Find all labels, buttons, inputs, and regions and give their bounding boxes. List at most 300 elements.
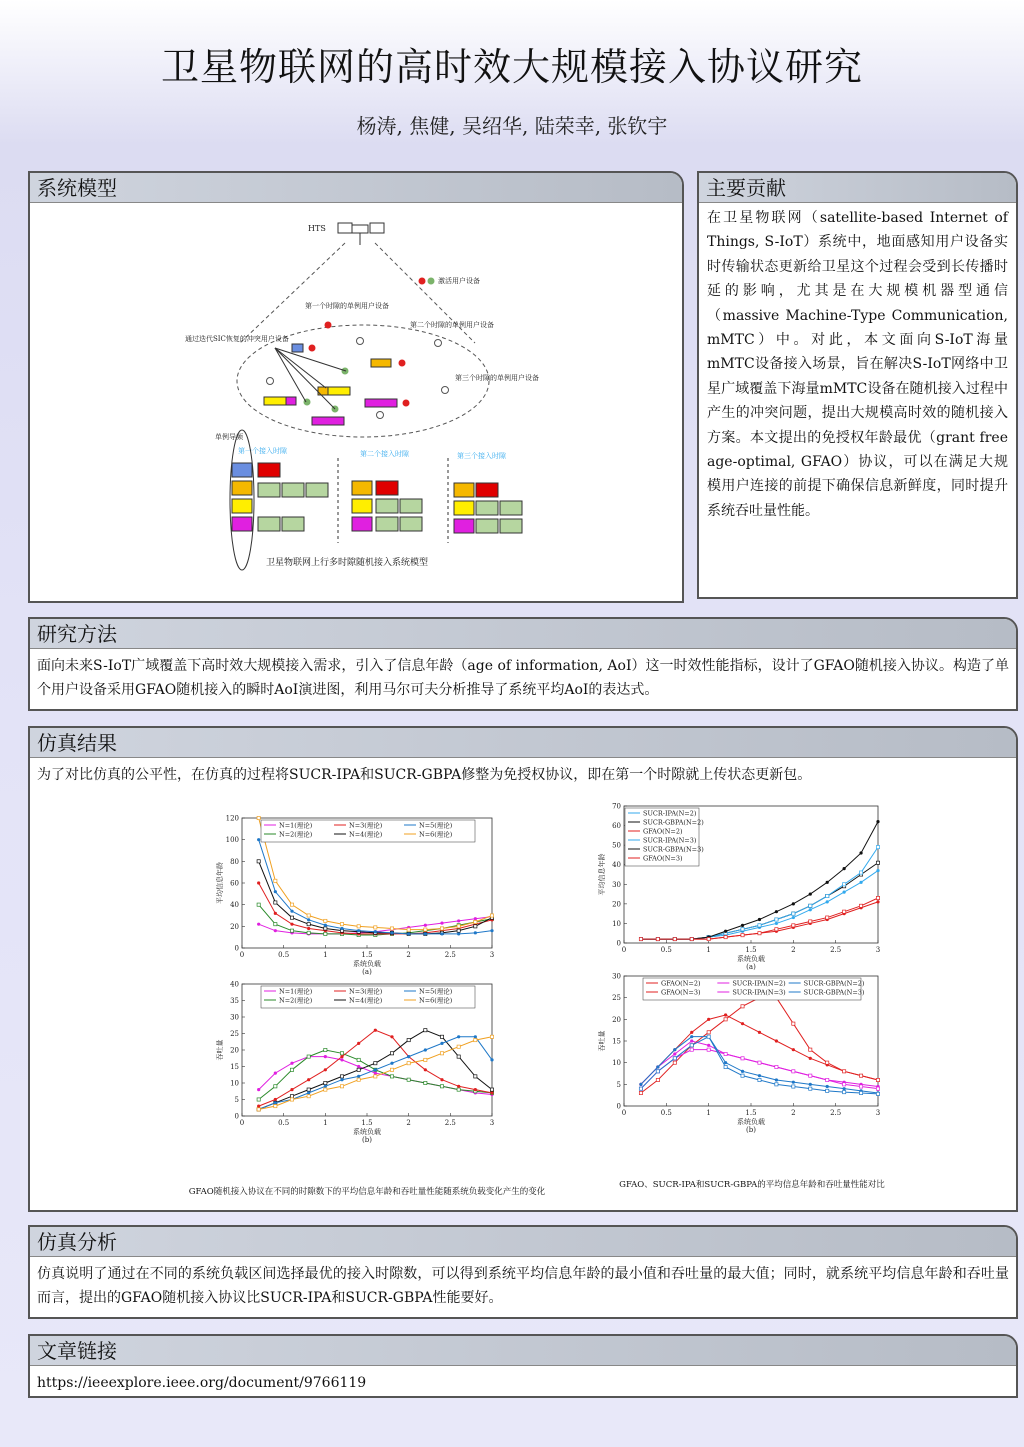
chart2-point bbox=[407, 1039, 410, 1042]
chart3-xtick-label: 0 bbox=[621, 946, 627, 954]
chart1-point bbox=[274, 929, 277, 932]
chart1-point bbox=[274, 901, 277, 904]
chart3-legend-label: SUCR-IPA(N=3) bbox=[643, 836, 697, 845]
chart2-xtick-label: 1 bbox=[323, 1119, 328, 1127]
chart3-point bbox=[843, 891, 846, 894]
chart2-point bbox=[307, 1088, 310, 1091]
chart1-point bbox=[440, 932, 443, 935]
chart2-point bbox=[440, 1035, 443, 1038]
chart1-point bbox=[307, 918, 310, 921]
chart4-point bbox=[876, 1078, 879, 1081]
satellite-icon bbox=[338, 223, 384, 245]
chart3-point bbox=[707, 937, 710, 940]
chart3-point bbox=[724, 936, 727, 939]
chart4-point bbox=[639, 1087, 642, 1090]
chart3-point bbox=[859, 871, 862, 874]
chart4-ytick-label: 10 bbox=[612, 1059, 621, 1068]
chart3-point bbox=[656, 937, 659, 940]
chart2-point bbox=[440, 1085, 443, 1088]
chart2-point bbox=[357, 1068, 360, 1071]
link-panel bbox=[28, 1334, 1018, 1398]
chart2-point bbox=[457, 1055, 460, 1058]
chart2-xtick-label: 2.5 bbox=[444, 1119, 456, 1127]
chart2-legend-label: N=4(理论) bbox=[349, 996, 383, 1005]
chart3-point bbox=[724, 930, 727, 933]
chart2-point bbox=[290, 1088, 293, 1091]
chart1-point bbox=[490, 914, 493, 917]
chart2-point bbox=[340, 1078, 343, 1081]
chart4-point bbox=[656, 1065, 659, 1068]
chart3-point bbox=[758, 932, 761, 935]
chart3-ytick-label: 40 bbox=[612, 861, 621, 870]
chart2-ytick-label: 15 bbox=[230, 1063, 239, 1071]
chart3-point bbox=[690, 937, 693, 940]
chart4-point bbox=[843, 1070, 846, 1073]
chart3-xtick-label: 1.5 bbox=[745, 946, 757, 954]
chart2-point bbox=[340, 1055, 343, 1058]
chart4-legend-label: SUCR-IPA(N=2) bbox=[732, 979, 786, 988]
chart4-ytick-label: 30 bbox=[612, 972, 621, 981]
chart3-ytick-label: 20 bbox=[612, 900, 621, 909]
chart4-legend-label: GFAO(N=3) bbox=[661, 988, 701, 997]
chart4-ytick-label: 5 bbox=[616, 1080, 621, 1089]
chart2-point bbox=[357, 1042, 360, 1045]
chart4-point bbox=[656, 1078, 659, 1081]
chart4-point bbox=[859, 1074, 862, 1077]
chart3-point bbox=[792, 924, 795, 927]
chart4-point bbox=[809, 1083, 812, 1086]
chart1-point bbox=[290, 923, 293, 926]
results-heading: 仿真结果 bbox=[30, 728, 1016, 758]
chart3-point bbox=[775, 922, 778, 925]
analysis-panel bbox=[28, 1225, 1018, 1319]
chart3-xtick-label: 0.5 bbox=[660, 946, 672, 954]
chart1-ytick-label: 40 bbox=[230, 901, 239, 910]
chart4-point bbox=[741, 1022, 744, 1025]
chart4-ytick-label: 20 bbox=[612, 1015, 621, 1024]
chart3-point bbox=[859, 904, 862, 907]
chart3-xtick-label: 2.5 bbox=[830, 946, 842, 954]
chart3-point bbox=[775, 928, 778, 931]
chart1-point bbox=[440, 927, 443, 930]
chart1-point bbox=[357, 925, 360, 928]
chart1-point bbox=[324, 932, 327, 935]
chart2-ytick-label: 40 bbox=[230, 980, 239, 989]
chart1-point bbox=[324, 927, 327, 930]
chart1-point bbox=[424, 932, 427, 935]
chart4-point bbox=[724, 1065, 727, 1068]
chart3-ytick-label: 0 bbox=[616, 939, 621, 948]
chart2-xtick-label: 2 bbox=[406, 1119, 411, 1127]
chart1-point bbox=[457, 925, 460, 928]
chart2-xtick-label: 1.5 bbox=[361, 1119, 373, 1127]
chart4-point bbox=[792, 1070, 795, 1073]
contribution-panel bbox=[697, 171, 1018, 599]
chart4-xtick-label: 1 bbox=[706, 1109, 711, 1117]
chart3-point bbox=[809, 908, 812, 911]
analysis-text: 仿真说明了通过在不同的系统负载区间选择最优的接入时隙数，可以得到系统平均信息年龄的最小值和吞吐量的最大值；同时，就系统平均信息年龄和吞吐量而言，提出的GFAO随机接入协议比SUCR-IPA和SUCR-GBPA性能要好。 bbox=[37, 1266, 1009, 1306]
chart1-ytick-label: 60 bbox=[230, 879, 239, 888]
chart1-ytick-label: 0 bbox=[234, 944, 239, 953]
chart1-xtick-label: 3 bbox=[489, 951, 495, 959]
chart4-ytick-label: 15 bbox=[612, 1037, 621, 1046]
chart2-xlabel: 系统负载 bbox=[353, 1128, 381, 1136]
chart1-point bbox=[290, 929, 293, 932]
chart3-point bbox=[792, 912, 795, 915]
chart4-legend-label: SUCR-IPA(N=3) bbox=[732, 988, 786, 997]
chart4-point bbox=[673, 1057, 676, 1060]
chart3-point bbox=[859, 851, 862, 854]
chart1-legend-label: N=2(理论) bbox=[279, 830, 313, 839]
chart4-point bbox=[792, 1022, 795, 1025]
chart2-point bbox=[257, 1105, 260, 1108]
chart1-point bbox=[307, 931, 310, 934]
chart4-point bbox=[690, 1031, 693, 1034]
chart1-subtitle: (a) bbox=[362, 968, 372, 976]
chart1-legend-label: N=1(理论) bbox=[279, 821, 313, 830]
chart1-point bbox=[374, 926, 377, 929]
chart3-ylabel: 平均信息年龄 bbox=[598, 853, 606, 896]
chart4-point bbox=[876, 1087, 879, 1090]
third-slot-single-label: 第三个时隙的单例用户设备 bbox=[455, 374, 539, 382]
chart2-point bbox=[324, 1088, 327, 1091]
chart2-ytick-label: 30 bbox=[230, 1013, 239, 1022]
chart4-point bbox=[826, 1078, 829, 1081]
chart2-point bbox=[374, 1072, 377, 1075]
chart1-point bbox=[274, 912, 277, 915]
chart2-point bbox=[257, 1108, 260, 1111]
chart4-point bbox=[809, 1048, 812, 1051]
chart3-point bbox=[826, 881, 829, 884]
chart2-point bbox=[257, 1098, 260, 1101]
chart3-legend-label: SUCR-GBPA(N=3) bbox=[643, 845, 704, 854]
chart2-point bbox=[490, 1058, 493, 1061]
chart3-ytick-label: 10 bbox=[612, 919, 621, 928]
chart1-point bbox=[340, 923, 343, 926]
chart4-point bbox=[843, 1083, 846, 1086]
chart4-point bbox=[859, 1091, 862, 1094]
chart2-point bbox=[390, 1075, 393, 1078]
chart2-point bbox=[290, 1068, 293, 1071]
chart3-point bbox=[826, 916, 829, 919]
chart3-point bbox=[843, 883, 846, 886]
right-figure-caption: GFAO、SUCR-IPA和SUCR-GBPA的平均信息年龄和吞吐量性能对比 bbox=[619, 1180, 885, 1190]
chart1-legend-label: N=5(理论) bbox=[419, 821, 453, 830]
chart3-point bbox=[741, 928, 744, 931]
chart1-point bbox=[407, 928, 410, 931]
chart2-point bbox=[290, 1095, 293, 1098]
chart2-subtitle: (b) bbox=[362, 1136, 372, 1144]
chart4-xlabel: 系统负载 bbox=[737, 1118, 765, 1126]
chart4-point bbox=[707, 1048, 710, 1051]
chart4-point bbox=[758, 1074, 761, 1077]
chart1-xtick-label: 1 bbox=[323, 951, 328, 959]
chart4-xtick-label: 3 bbox=[875, 1109, 881, 1117]
chart1-point bbox=[440, 921, 443, 924]
chart2-xtick-label: 0 bbox=[239, 1119, 245, 1127]
chart4-point bbox=[758, 1078, 761, 1081]
chart2-legend-label: N=2(理论) bbox=[279, 996, 313, 1005]
chart1-xtick-label: 1.5 bbox=[361, 951, 373, 959]
chart2-point bbox=[374, 1068, 377, 1071]
chart3-point bbox=[809, 892, 812, 895]
slot1-label: 第一个接入时隙 bbox=[238, 447, 287, 455]
chart2-point bbox=[324, 1055, 327, 1058]
chart3-point bbox=[876, 846, 879, 849]
chart2-point bbox=[457, 1035, 460, 1038]
chart1-point bbox=[290, 910, 293, 913]
chart4-point bbox=[707, 1044, 710, 1047]
chart4-point bbox=[826, 1089, 829, 1092]
chart1-point bbox=[324, 919, 327, 922]
chart3-subtitle: (a) bbox=[746, 963, 756, 971]
chart2-point bbox=[324, 1085, 327, 1088]
chart2-point bbox=[307, 1078, 310, 1081]
chart4-point bbox=[724, 1052, 727, 1055]
chart1-point bbox=[357, 929, 360, 932]
chart2-point bbox=[474, 1039, 477, 1042]
chart4-point bbox=[809, 1057, 812, 1060]
chart3-point bbox=[826, 900, 829, 903]
chart3-point bbox=[758, 918, 761, 921]
chart4-point bbox=[673, 1061, 676, 1064]
chart3-xtick-label: 2 bbox=[791, 946, 796, 954]
chart4-xtick-label: 2 bbox=[791, 1109, 796, 1117]
chart4-point bbox=[690, 1044, 693, 1047]
chart1-ytick-label: 100 bbox=[225, 836, 239, 845]
chart3-point bbox=[775, 918, 778, 921]
chart4-xtick-label: 1.5 bbox=[745, 1109, 757, 1117]
chart3-point bbox=[741, 924, 744, 927]
system-model-caption: 卫星物联网上行多时隙随机接入系统模型 bbox=[266, 558, 429, 568]
chart2-point bbox=[257, 1088, 260, 1091]
chart3-point bbox=[843, 910, 846, 913]
chart3-xtick-label: 3 bbox=[875, 946, 881, 954]
chart3-ytick-label: 50 bbox=[612, 841, 621, 850]
chart4-point bbox=[826, 1085, 829, 1088]
chart3-xtick-label: 1 bbox=[706, 946, 711, 954]
chart1-point bbox=[424, 928, 427, 931]
chart4-ytick-label: 25 bbox=[612, 994, 621, 1003]
chart2-legend-label: N=6(理论) bbox=[419, 996, 453, 1005]
chart4-ytick-label: 0 bbox=[616, 1102, 621, 1111]
chart2-ylabel: 吞吐量 bbox=[216, 1039, 224, 1061]
chart1-point bbox=[257, 860, 260, 863]
chart2-point bbox=[340, 1052, 343, 1055]
chart2-point bbox=[474, 1088, 477, 1091]
chart1-xtick-label: 2 bbox=[406, 951, 411, 959]
chart3-point bbox=[673, 937, 676, 940]
chart4-point bbox=[639, 1091, 642, 1094]
chart2-ytick-label: 25 bbox=[230, 1030, 239, 1038]
chart2-point bbox=[357, 1065, 360, 1068]
chart2-legend-label: N=1(理论) bbox=[279, 987, 313, 996]
chart1-point bbox=[274, 879, 277, 882]
chart2-point bbox=[324, 1081, 327, 1084]
chart3-point bbox=[876, 896, 879, 899]
chart4-subtitle: (b) bbox=[746, 1126, 756, 1134]
chart3-point bbox=[792, 916, 795, 919]
chart4-point bbox=[859, 1085, 862, 1088]
chart3-point bbox=[876, 820, 879, 823]
chart4-point bbox=[690, 1048, 693, 1051]
chart2-point bbox=[440, 1052, 443, 1055]
chart2-point bbox=[407, 1062, 410, 1065]
method-panel bbox=[28, 617, 1018, 711]
chart1-xtick-label: 2.5 bbox=[444, 951, 456, 959]
chart3-ytick-label: 70 bbox=[612, 802, 621, 811]
article-link[interactable]: https://ieeexplore.ieee.org/document/9766119 bbox=[37, 1375, 367, 1391]
chart2-point bbox=[457, 1085, 460, 1088]
chart1-point bbox=[324, 924, 327, 927]
chart2-ytick-label: 35 bbox=[230, 997, 239, 1005]
contribution-heading: 主要贡献 bbox=[699, 173, 1016, 203]
chart2-point bbox=[374, 1029, 377, 1032]
chart1-ytick-label: 80 bbox=[230, 857, 239, 866]
chart1-point bbox=[457, 919, 460, 922]
slot3-label: 第三个接入时隙 bbox=[457, 452, 506, 460]
singleton-pilot-label: 单例导频 bbox=[215, 433, 243, 441]
chart4-point bbox=[656, 1070, 659, 1073]
chart4-point bbox=[792, 1048, 795, 1051]
chart1-point bbox=[274, 923, 277, 926]
chart2-point bbox=[274, 1098, 277, 1101]
chart4-point bbox=[876, 1092, 879, 1095]
chart1-point bbox=[257, 881, 260, 884]
chart2-legend-label: N=3(理论) bbox=[349, 987, 383, 996]
chart3-ytick-label: 30 bbox=[612, 880, 621, 889]
chart1-ylabel: 平均信息年龄 bbox=[216, 862, 224, 904]
link-heading: 文章链接 bbox=[30, 1336, 1016, 1366]
chart4-legend-label: GFAO(N=2) bbox=[661, 979, 701, 988]
chart1-point bbox=[407, 932, 410, 935]
sic-label: 通过迭代SIC恢复的冲突用户设备 bbox=[185, 335, 289, 343]
chart3-point bbox=[876, 861, 879, 864]
chart2-ytick-label: 0 bbox=[234, 1112, 239, 1121]
method-text: 面向未来S-IoT广域覆盖下高时效大规模接入需求，引入了信息年龄（age of information, AoI）这一时效性能指标，设计了GFAO随机接入协议。构造了单个用户设备采用GFAO随机接入的瞬时AoI演进图，利用马尔可夫分析推导了系统平均AoI的表达式。 bbox=[37, 658, 1009, 698]
chart2-point bbox=[357, 1075, 360, 1078]
chart1-point bbox=[257, 923, 260, 926]
chart3-point bbox=[775, 910, 778, 913]
chart2-point bbox=[424, 1081, 427, 1084]
chart1-ytick-label: 120 bbox=[225, 814, 239, 823]
results-figures bbox=[30, 790, 1016, 1210]
chart2-point bbox=[374, 1062, 377, 1065]
chart4-point bbox=[673, 1052, 676, 1055]
chart2-point bbox=[390, 1068, 393, 1071]
chart2-xtick-label: 0.5 bbox=[278, 1119, 290, 1127]
chart2-point bbox=[424, 1029, 427, 1032]
chart4-xtick-label: 0 bbox=[621, 1109, 627, 1117]
method-heading: 研究方法 bbox=[30, 619, 1016, 649]
chart1-point bbox=[474, 917, 477, 920]
chart1-point bbox=[457, 932, 460, 935]
chart2-point bbox=[440, 1078, 443, 1081]
chart3-xlabel: 系统负载 bbox=[737, 955, 765, 963]
chart1-point bbox=[424, 924, 427, 927]
chart2-point bbox=[307, 1095, 310, 1098]
chart1-point bbox=[474, 931, 477, 934]
chart1-point bbox=[274, 890, 277, 893]
chart3-legend-label: SUCR-GBPA(N=2) bbox=[643, 818, 704, 827]
chart2-point bbox=[274, 1101, 277, 1104]
chart3-point bbox=[809, 920, 812, 923]
chart2-point bbox=[274, 1085, 277, 1088]
chart4-point bbox=[690, 1035, 693, 1038]
chart2-point bbox=[340, 1058, 343, 1061]
chart4-point bbox=[758, 1031, 761, 1034]
chart4-point bbox=[775, 1083, 778, 1086]
chart3-point bbox=[639, 937, 642, 940]
chart2-point bbox=[424, 1068, 427, 1071]
page-title: 卫星物联网的高时效大规模接入协议研究 bbox=[160, 45, 863, 89]
chart1-xtick-label: 0.5 bbox=[278, 951, 290, 959]
chart1-point bbox=[257, 903, 260, 906]
chart2-point bbox=[457, 1045, 460, 1048]
chart4-point bbox=[826, 1061, 829, 1064]
chart1-point bbox=[390, 931, 393, 934]
chart4-point bbox=[639, 1083, 642, 1086]
chart2-legend-label: N=5(理论) bbox=[419, 987, 453, 996]
hts-label: HTS bbox=[308, 224, 326, 233]
chart2-point bbox=[407, 1078, 410, 1081]
chart4-point bbox=[792, 1085, 795, 1088]
chart2-point bbox=[307, 1055, 310, 1058]
chart4-point bbox=[775, 1065, 778, 1068]
chart2-point bbox=[490, 1035, 493, 1038]
chart4-point bbox=[690, 1039, 693, 1042]
chart2-point bbox=[390, 1062, 393, 1065]
chart2-ytick-label: 20 bbox=[230, 1046, 239, 1055]
chart1-legend-label: N=3(理论) bbox=[349, 821, 383, 830]
chart2-xtick-label: 3 bbox=[489, 1119, 495, 1127]
chart4-point bbox=[809, 1074, 812, 1077]
chart1-xtick-label: 0 bbox=[239, 951, 245, 959]
chart1-point bbox=[290, 903, 293, 906]
system-model-panel bbox=[28, 171, 684, 603]
chart4-point bbox=[707, 1035, 710, 1038]
chart4-point bbox=[775, 1039, 778, 1042]
chart4-point bbox=[741, 1057, 744, 1060]
chart3-legend-label: GFAO(N=2) bbox=[643, 827, 683, 836]
chart1-point bbox=[457, 929, 460, 932]
chart4-point bbox=[809, 1087, 812, 1090]
left-figure-caption: GFAO随机接入协议在不同的时隙数下的平均信息年龄和吞吐量性能随系统负载变化产生的变化 bbox=[188, 1187, 546, 1197]
chart1-point bbox=[340, 927, 343, 930]
chart2-point bbox=[274, 1105, 277, 1108]
chart2-ytick-label: 10 bbox=[230, 1079, 239, 1088]
chart2-point bbox=[424, 1048, 427, 1051]
chart2-point bbox=[440, 1042, 443, 1045]
chart1-point bbox=[307, 914, 310, 917]
chart3-point bbox=[876, 900, 879, 903]
chart1-point bbox=[490, 929, 493, 932]
chart4-point bbox=[673, 1048, 676, 1051]
chart4-xtick-label: 0.5 bbox=[660, 1109, 672, 1117]
second-slot-single-label: 第二个时隙的单例用户设备 bbox=[410, 321, 494, 329]
chart2-point bbox=[274, 1072, 277, 1075]
chart3-legend-label: SUCR-IPA(N=2) bbox=[643, 809, 697, 818]
chart2-point bbox=[407, 1055, 410, 1058]
chart1-point bbox=[474, 925, 477, 928]
chart3-point bbox=[876, 869, 879, 872]
chart4-xtick-label: 2.5 bbox=[830, 1109, 842, 1117]
chart3-point bbox=[792, 902, 795, 905]
chart2-point bbox=[340, 1075, 343, 1078]
chart4-point bbox=[792, 1081, 795, 1084]
chart2-point bbox=[307, 1091, 310, 1094]
chart2-point bbox=[490, 1091, 493, 1094]
